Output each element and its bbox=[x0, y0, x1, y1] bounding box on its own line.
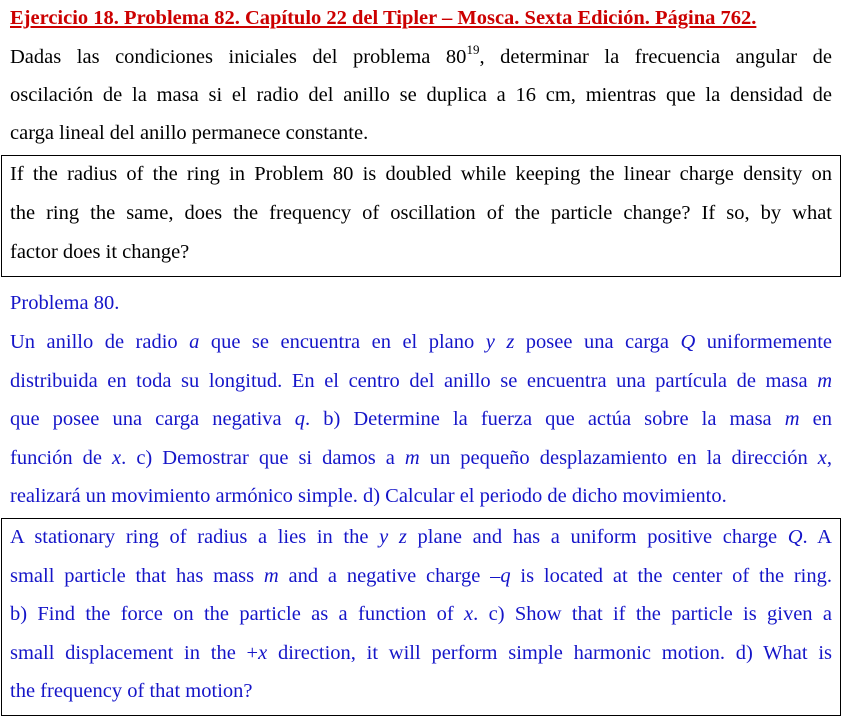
text-line: small particle that has mass m and a negative charge –q is located at the center of the ring. bbox=[10, 565, 833, 587]
text-line: realizará un movimiento armónico simple. d) Calcular el periodo de dicho movimiento. bbox=[10, 485, 727, 507]
text-line: carga lineal del anillo permanece constante. bbox=[10, 122, 369, 144]
text-line: Dadas las condiciones iniciales del problema $80^{19}$, determinar la frecuencia angular de bbox=[10, 42, 833, 68]
text-line: the frequency of that motion? bbox=[10, 680, 253, 702]
footnote-ref: 19 bbox=[466, 42, 480, 57]
text-line: A stationary ring of radius a lies in the y z plane and has a uniform positive charge Q. A bbox=[10, 526, 832, 548]
text-line: factor does it change? bbox=[10, 241, 190, 263]
text-line: b) Find the force on the particle as a function of x. c) Show that if the particle is given a bbox=[10, 603, 832, 625]
exercise-title: Ejercicio 18. Problema 82. Capítulo 22 del Tipler – Mosca. Sexta Edición. Página 762. bbox=[10, 7, 757, 29]
text-line: distribuida en toda su longitud. En el centro del anillo se encuentra una partícula de masa m bbox=[10, 370, 832, 392]
text-line: small displacement in the +x direction, it will perform simple harmonic motion. d) What is bbox=[10, 642, 832, 664]
problem-heading: Problema 80. bbox=[10, 292, 120, 314]
text-line: Un anillo de radio a que se encuentra en el plano y z posee una carga Q uniformemente bbox=[10, 331, 833, 353]
text-line: the ring the same, does the frequency of oscillation of the particle change? If so, by what bbox=[10, 202, 832, 224]
text-line: If the radius of the ring in Problem 80 is doubled while keeping the linear charge density on bbox=[10, 163, 832, 185]
text-line: oscilación de la masa si el radio del anillo se duplica a 16 cm, mientras que la densidad de bbox=[10, 84, 832, 106]
text-line: función de x. c) Demostrar que si damos a m un pequeño desplazamiento en la dirección x, bbox=[10, 447, 832, 469]
text-line: que posee una carga negativa q. b) Determine la fuerza que actúa sobre la masa m en bbox=[10, 408, 832, 430]
